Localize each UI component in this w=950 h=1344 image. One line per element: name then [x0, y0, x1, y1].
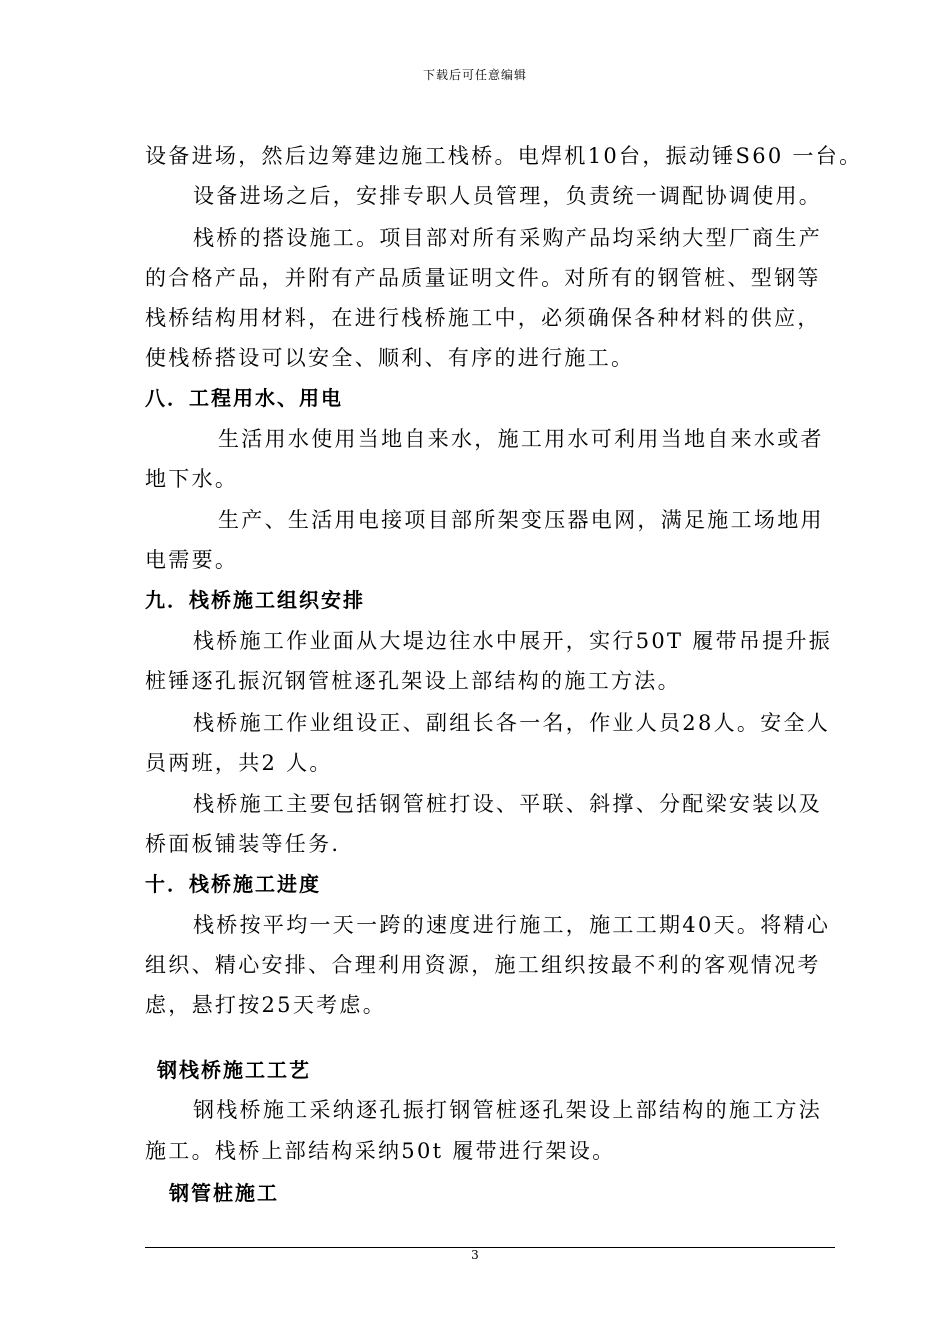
page-number: 3 — [471, 1248, 479, 1262]
section-heading: 九．栈桥施工组织安排 — [145, 588, 365, 612]
paragraph-line: 栈桥施工主要包括钢管桩打设、平联、斜撑、分配梁安装以及 — [193, 792, 823, 816]
section-heading: 钢栈桥施工工艺 — [157, 1058, 311, 1082]
paragraph-line: 栈桥施工作业组设正、副组长各一名，作业人员28人。安全人 — [193, 711, 831, 735]
paragraph-line: 使栈桥搭设可以安全、顺利、有序的进行施工。 — [145, 346, 635, 370]
paragraph-line: 组织、精心安排、合理利用资源，施工组织按最不利的客观情况考 — [145, 953, 821, 977]
section-heading: 十．栈桥施工进度 — [145, 872, 321, 896]
paragraph-line: 生产、生活用电接项目部所架变压器电网，满足施工场地用 — [218, 508, 824, 532]
paragraph-line: 栈桥结构用材料，在进行栈桥施工中，必须确保各种材料的供应， — [145, 306, 821, 330]
paragraph-line: 员两班，共2 人。 — [145, 751, 333, 775]
paragraph-line: 桩锤逐孔振沉钢管桩逐孔架设上部结构的施工方法。 — [145, 669, 681, 693]
paragraph-line: 电需要。 — [145, 548, 239, 572]
paragraph-line: 栈桥施工作业面从大堤边往水中展开，实行50T 履带吊提升振 — [193, 629, 833, 653]
page-header: 下载后可任意编辑 — [422, 68, 527, 82]
paragraph-line: 的合格产品，并附有产品质量证明文件。对所有的钢管桩、型钢等 — [145, 266, 821, 290]
paragraph-line: 虑，悬打按25天考虑。 — [145, 993, 387, 1017]
paragraph-line: 生活用水使用当地自来水，施工用水可利用当地自来水或者 — [218, 427, 824, 451]
paragraph-line: 地下水。 — [145, 467, 239, 491]
paragraph-line: 施工。栈桥上部结构采纳50t 履带进行架设。 — [145, 1139, 616, 1163]
paragraph-line: 栈桥按平均一天一跨的速度进行施工，施工工期40天。将精心 — [193, 913, 831, 937]
paragraph-line: 设备进场，然后边筹建边施工栈桥。电焊机10台，振动锤S60 一台。 — [145, 144, 863, 168]
paragraph-line: 栈桥的搭设施工。项目部对所有采购产品均采纳大型厂商生产 — [193, 226, 823, 250]
paragraph-line: 钢栈桥施工采纳逐孔振打钢管桩逐孔架设上部结构的施工方法 — [193, 1098, 823, 1122]
paragraph-line: 设备进场之后，安排专职人员管理，负责统一调配协调使用。 — [193, 184, 823, 208]
paragraph-line: 桥面板铺装等任务. — [145, 832, 341, 856]
section-heading: 钢管桩施工 — [169, 1181, 279, 1205]
section-heading: 八．工程用水、用电 — [145, 386, 343, 410]
